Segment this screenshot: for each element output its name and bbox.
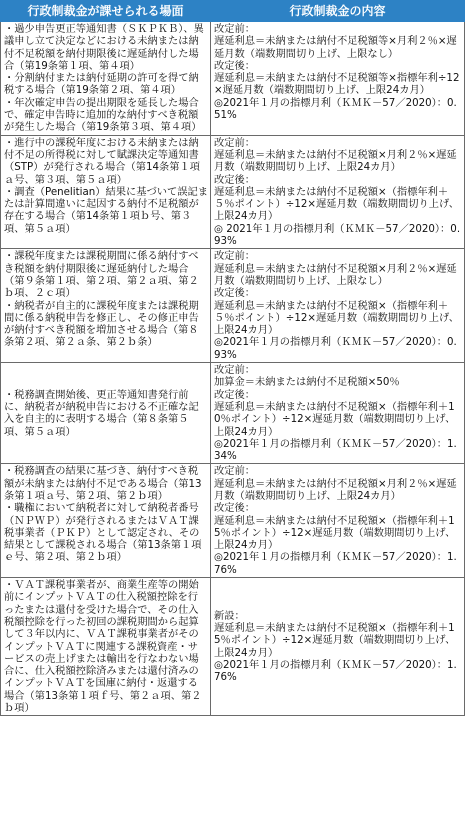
- sanction-line: 遅延利息＝未納または納付不足税額×（指標年利＋15％ポイント）÷12×遅延月数（端数期間切り上げ、上限24カ月）: [214, 622, 456, 659]
- situation-cell: [1, 464, 211, 578]
- situation-cell: [1, 249, 211, 363]
- table-row: [1, 464, 465, 578]
- situation-cell: [1, 135, 211, 249]
- situation-item: ・納税者が自主的に課税年度または課税期間に係る納税申告を修正し、その修正申告が納付すべき税額を増加させる場合（第８条第２項、第２ａ条、第２ｂ条）: [4, 299, 199, 349]
- sanction-line: ◎2021年１月の指標月利（ＫＭＫ－57／2020）：0.51%: [214, 96, 457, 122]
- situation-cell: [1, 363, 211, 464]
- situation-item: ・税務調査開始後、更正等通知書発行前に、納税者が納税申告における不正確な記入を自主的に表明する場合（第８条第５項、第５ａ項）: [4, 388, 199, 438]
- header-content: 行政制裁金の内容: [211, 1, 465, 22]
- header-situations: 行政制裁金が課せられる場面: [1, 1, 211, 22]
- sanction-line: 遅延利息＝未納または納付不足税額×（指標年利＋５％ポイント）÷12×遅延月数（端数期間切り上げ、上限24カ月）: [214, 299, 460, 337]
- sanction-line: 加算金＝未納または納付不足税額×50％: [214, 376, 400, 389]
- sanction-line: 遅延利息＝未納または納付不足税額等×指標年利÷12×遅延月数（端数期間切り上げ、上限24カ月）: [214, 72, 460, 97]
- table-row: [1, 22, 465, 136]
- sanction-line: 改定後：: [214, 173, 256, 186]
- sanction-line: ◎2021年１月の指標月利（ＫＭＫ－57／2020）：0.93%: [214, 336, 457, 361]
- sanction-line: 新設：: [214, 609, 245, 622]
- situation-item: ・分割納付または納付延期の許可を得て納税する場合（第19条第２項、第４項）: [4, 72, 199, 97]
- sanction-line: 改定前：: [214, 465, 256, 478]
- sanction-line: 遅延利息＝未納または納付不足税額×（指標年利＋10％ポイント）÷12×遅延月数（端数期間切り上げ、上限24カ月）: [214, 400, 456, 438]
- sanction-cell: [211, 578, 465, 716]
- table-row: [1, 249, 465, 363]
- sanction-line: 遅延利息＝未納または納付不足税額等×月利２％×遅延月数（端数期間切り上げ、上限なし）: [214, 35, 457, 60]
- sanction-line: 改定前：: [214, 364, 256, 377]
- table-row: [1, 578, 465, 716]
- sanction-line: 遅延利息＝未納または納付不足税額×（指標年利＋５％ポイント）÷12×遅延月数（端数期間切り上げ、上限24カ月）: [214, 185, 460, 223]
- situation-cell: [1, 578, 211, 716]
- situation-item: ・調査（Penelitian）結果に基づいて誤記または計算間違いに起因する納付不足税額が存在する場合（第14条第１項ｂ号、第３項、第５ａ項）: [4, 185, 209, 235]
- sanction-cell: [211, 135, 465, 249]
- situation-item: ・過少申告更正等通知書（ＳＫＰＫＢ）、異議申し立て決定などにおける未納または納付不足税額を納付期限後に遅延納付した場合（第19条第１項、第４項）: [4, 23, 204, 72]
- sanction-line: ◎2021年１月の指標月利（ＫＭＫ－57／2020）：1.76%: [214, 658, 457, 684]
- situation-cell: [1, 22, 211, 136]
- situation-item: ・年次確定申告の提出期限を延長した場合で、確定申告時に追加的な納付すべき税額が発生した場合（第19条第３項、第４項）: [4, 96, 202, 134]
- header-row: [1, 1, 465, 22]
- situation-item: ・進行中の課税年度における未納または納付不足の所得税に対して賦課決定等通知書（STP）が発行される場合（第14条第１項ａ号、第３項、第５ａ項）: [4, 136, 200, 186]
- situation-item: ・ＶＡＴ課税事業者が、商業生産等の開始前にインプットＶＡＴの仕入税額控除を行ったまたは還付を受けた場合で、その仕入税額控除を行った初回の課税期間から起算して３年以内に、ＶＡＴ課税事業者がそのインプットＶＡＴに関連する課税資産・サービスの売上げまたは輸出を行なわない場合に、仕入税額控除済みまたは還付済みのインプットＶＡＴを国庫に納付・返還する場合（第13条第１項ｆ号、第２ａ項、第２ｂ項）: [4, 579, 202, 715]
- situation-item: ・課税年度または課税期間に係る納付すべき税額を納付期限後に遅延納付した場合（第９条第１項、第２項、第２ａ項、第２ｂ項、２ｃ項）: [4, 250, 199, 300]
- sanction-cell: [211, 363, 465, 464]
- sanction-cell: [211, 249, 465, 363]
- sanction-line: ◎2021年１月の指標月利（ＫＭＫ－57／2020）：1.76%: [214, 551, 457, 576]
- sanction-cell: [211, 464, 465, 578]
- sanction-line: 遅延利息＝未納または納付不足税額×月利２％×遅延月数（端数期間切り上げ、上限24カ月）: [214, 477, 457, 502]
- sanction-cell: [211, 22, 465, 136]
- sanction-line: 改定後：: [214, 388, 256, 401]
- sanction-line: ◎2021年１月の指標月利（ＫＭＫ－57／2020）：1.34%: [214, 437, 457, 463]
- sanction-line: 改定前：: [214, 250, 256, 263]
- sanction-line: ◎ 2021年１月の指標月利（ＫＭＫ－57／2020）：0.93%: [214, 222, 461, 248]
- situation-item: ・職権において納税者に対して納税者番号（ＮＰＷＰ）が発行されるまたはＶＡＴ課税事業者（ＰＫＰ）として認定され、その結果として課税される場合（第13条第１項ｅ号、第２項、第２ｂ項）: [4, 502, 202, 564]
- sanction-line: 遅延利息＝未納または納付不足税額×月利２％×遅延月数（端数期間切り上げ、上限24カ月）: [214, 148, 457, 174]
- table-row: [1, 135, 465, 249]
- sanction-line: 改定後：: [214, 287, 256, 300]
- sanction-line: 改定前：: [214, 136, 256, 149]
- situation-item: ・税務調査の結果に基づき、納付すべき税額が未納または納付不足である場合（第13条第１項ａ号、第２項、第２ｂ項）: [4, 465, 202, 502]
- sanction-line: 改定前：: [214, 23, 256, 35]
- sanction-line: 改定後：: [214, 59, 256, 72]
- sanction-line: 遅延利息＝未納または納付不足税額×（指標年利＋15％ポイント）÷12×遅延月数（端数期間切り上げ、上限24カ月）: [214, 514, 456, 552]
- sanction-line: 改定後：: [214, 502, 256, 515]
- table-row: [1, 363, 465, 464]
- sanction-line: 遅延利息＝未納または納付不足税額×月利２％×遅延月数（端数期間切り上げ、上限なし）: [214, 262, 457, 287]
